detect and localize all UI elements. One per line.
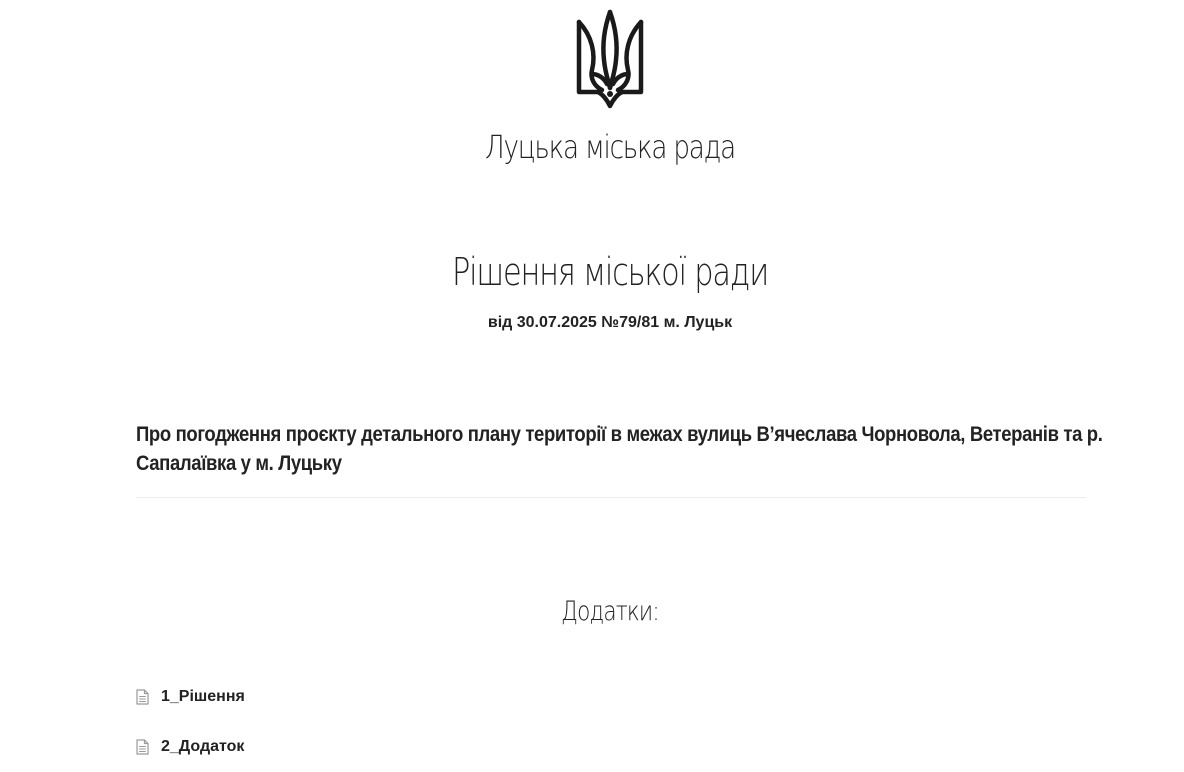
divider — [136, 497, 1086, 498]
document-icon — [136, 739, 149, 755]
attachment-link-1[interactable] — [136, 688, 245, 706]
document-meta: від 30.07.2025 №79/81 м. Луцьк — [487, 314, 733, 331]
attachment-label: 2_Додаток — [161, 738, 245, 755]
document-type-title: Рішення міської ради — [451, 250, 769, 294]
attachment-label: 1_Рішення — [161, 688, 245, 705]
attachment-link-2[interactable] — [136, 738, 244, 756]
document-subject: Про погодження проєкту детального плану території в межах вулиць В’ячеслава Чорновола, Ветеранів та р. Сапалаївка у м. Луцьку — [136, 423, 1103, 475]
document-icon — [136, 689, 149, 705]
attachments-title: Додатки: — [561, 596, 659, 627]
trident-coat-of-arms-icon — [574, 8, 646, 110]
council-name: Луцька міська рада — [484, 128, 735, 166]
